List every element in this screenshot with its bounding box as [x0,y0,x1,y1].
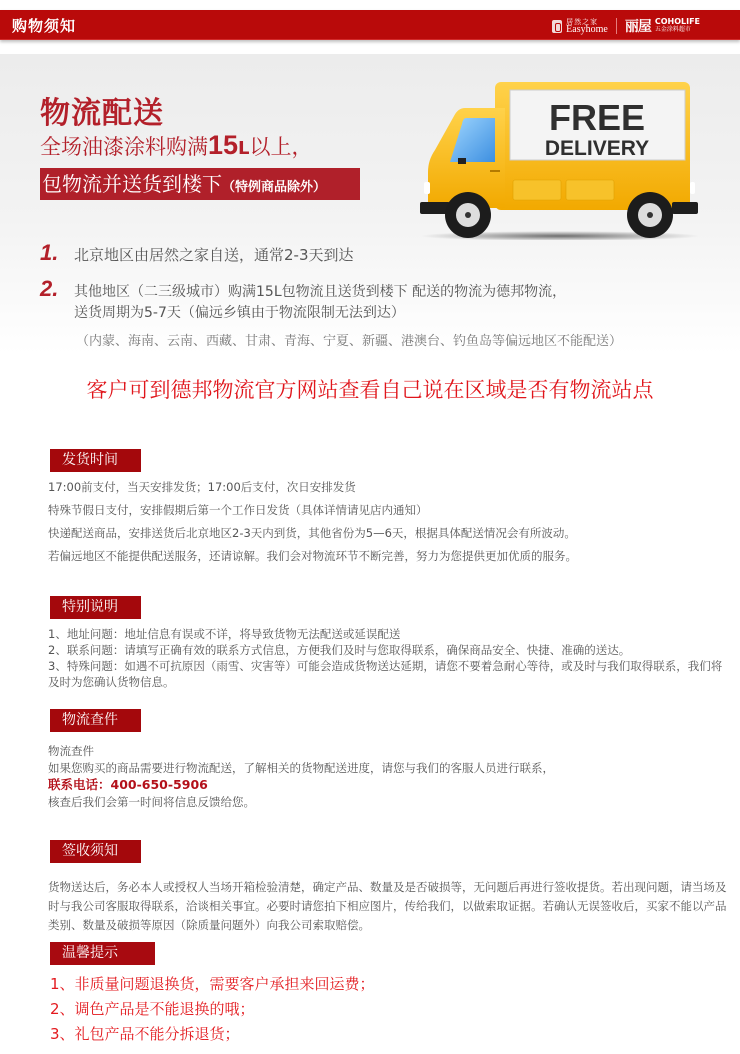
hero-band: 包物流并送货到楼下（特例商品除外） [40,168,360,200]
header-bar [0,10,740,40]
brand-logos [552,16,700,36]
section-tag-tracking: 物流查件 [50,709,141,732]
remote-areas-note: （内蒙、海南、云南、西藏、甘肃、青海、宁夏、新疆、港澳台、钓鱼岛等偏远地区不能配送） [76,334,623,349]
volume-number: 15 [208,130,239,160]
easyhome-logo: 居然之家 Easyhome [566,18,608,35]
svg-text:FREE: FREE [548,97,646,138]
delivery-list-continuation: 送货周期为5-7天（偏远乡镇由于物流限制无法到达） [74,305,405,321]
shipping-time-line: 快递配送商品，安排送货后北京地区2-3天内到货，其他省份为5—6天，根据具体配送情况会有所波动。 [48,526,576,540]
delivery-list-item: 2. 其他地区（二三级城市）购满15L包物流且送货到楼下 配送的物流为德邦物流， [40,276,567,301]
coholife-logo: COHOLIFE 五金涂料超市 [654,17,700,33]
delivery-list-item: 1. 北京地区由居然之家自送，通常2-3天到达 [40,240,354,265]
hero-title: 物流配送 [40,96,164,131]
logo-divider [616,18,617,34]
page-title: 购物须知 [12,17,77,35]
special-notes-line: 3、特殊问题：如遇不可抗原因（雨雪、灾害等）可能会造成货物送达延期，请您不要着急耐心等待，或及时与我们取得联系，我们将及时为您确认货物信息。 [48,659,723,689]
special-notes-line: 1、地址问题：地址信息有误或不详，将导致货物无法配送或延误配送 [48,627,401,641]
tip-item: 1、非质量问题退换货，需要客户承担来回运费； [50,975,375,993]
shipping-time-line: 特殊节假日支付，安排假期后第一个工作日发货（具体详情请见店内通知） [48,503,428,517]
section-tag-shipping-time: 发货时间 [50,449,141,472]
tracking-line: 物流查件 [48,744,94,758]
receipt-text: 货物送达后，务必本人或授权人当场开箱检验清楚，确定产品、数量及是否破损等，无问题后再进行签收提货。若出现问题，请当场及时与我公司客服取得联系，洽谈相关事宜。必要时请您拍下相应图片，传给我们，以做索取证据。若确认无误签收后，买家不能以产品类别、数量及破损等原因（除质量问题外）向我公司索取赔偿。 [48,880,727,932]
shipping-time-line: 17:00前支付，当天安排发货；17:00后支付，次日安排发货 [48,480,356,494]
tracking-line: 如果您购买的商品需要进行物流配送，了解相关的货物配送进度，请您与我们的客服人员进行联系， [48,761,554,775]
contact-phone: 联系电话：400-650-5906 [48,777,208,792]
special-notes-line: 2、联系问题：请填写正确有效的联系方式信息，方便我们及时与您取得联系，确保商品安全、快捷、准确的送达。 [48,643,631,657]
section-tag-receipt: 签收须知 [50,840,141,863]
section-tag-special-notes: 特别说明 [50,596,141,619]
logistics-notice: 客户可到德邦物流官方网站查看自己说在区域是否有物流站点 [86,378,654,402]
tip-item: 2、调色产品是不能退换的哦； [50,1000,255,1018]
section-tag-tips: 温馨提示 [50,942,155,965]
shipping-time-line: 若偏远地区不能提供配送服务，还请谅解。我们会对物流环节不断完善，努力为您提供更加优质的服务。 [48,549,577,563]
hero-subtitle: 全场油漆涂料购满15L以上， [40,130,313,160]
svg-text:DELIVERY: DELIVERY [544,137,650,160]
coholife-logo-mark: 丽屋 [624,19,651,35]
tip-item: 3、礼包产品不能分拆退货； [50,1025,240,1043]
easyhome-logo-icon [552,20,562,33]
delivery-truck-icon [410,80,700,240]
tracking-line: 核查后我们会第一时间将信息反馈给您。 [48,795,255,809]
